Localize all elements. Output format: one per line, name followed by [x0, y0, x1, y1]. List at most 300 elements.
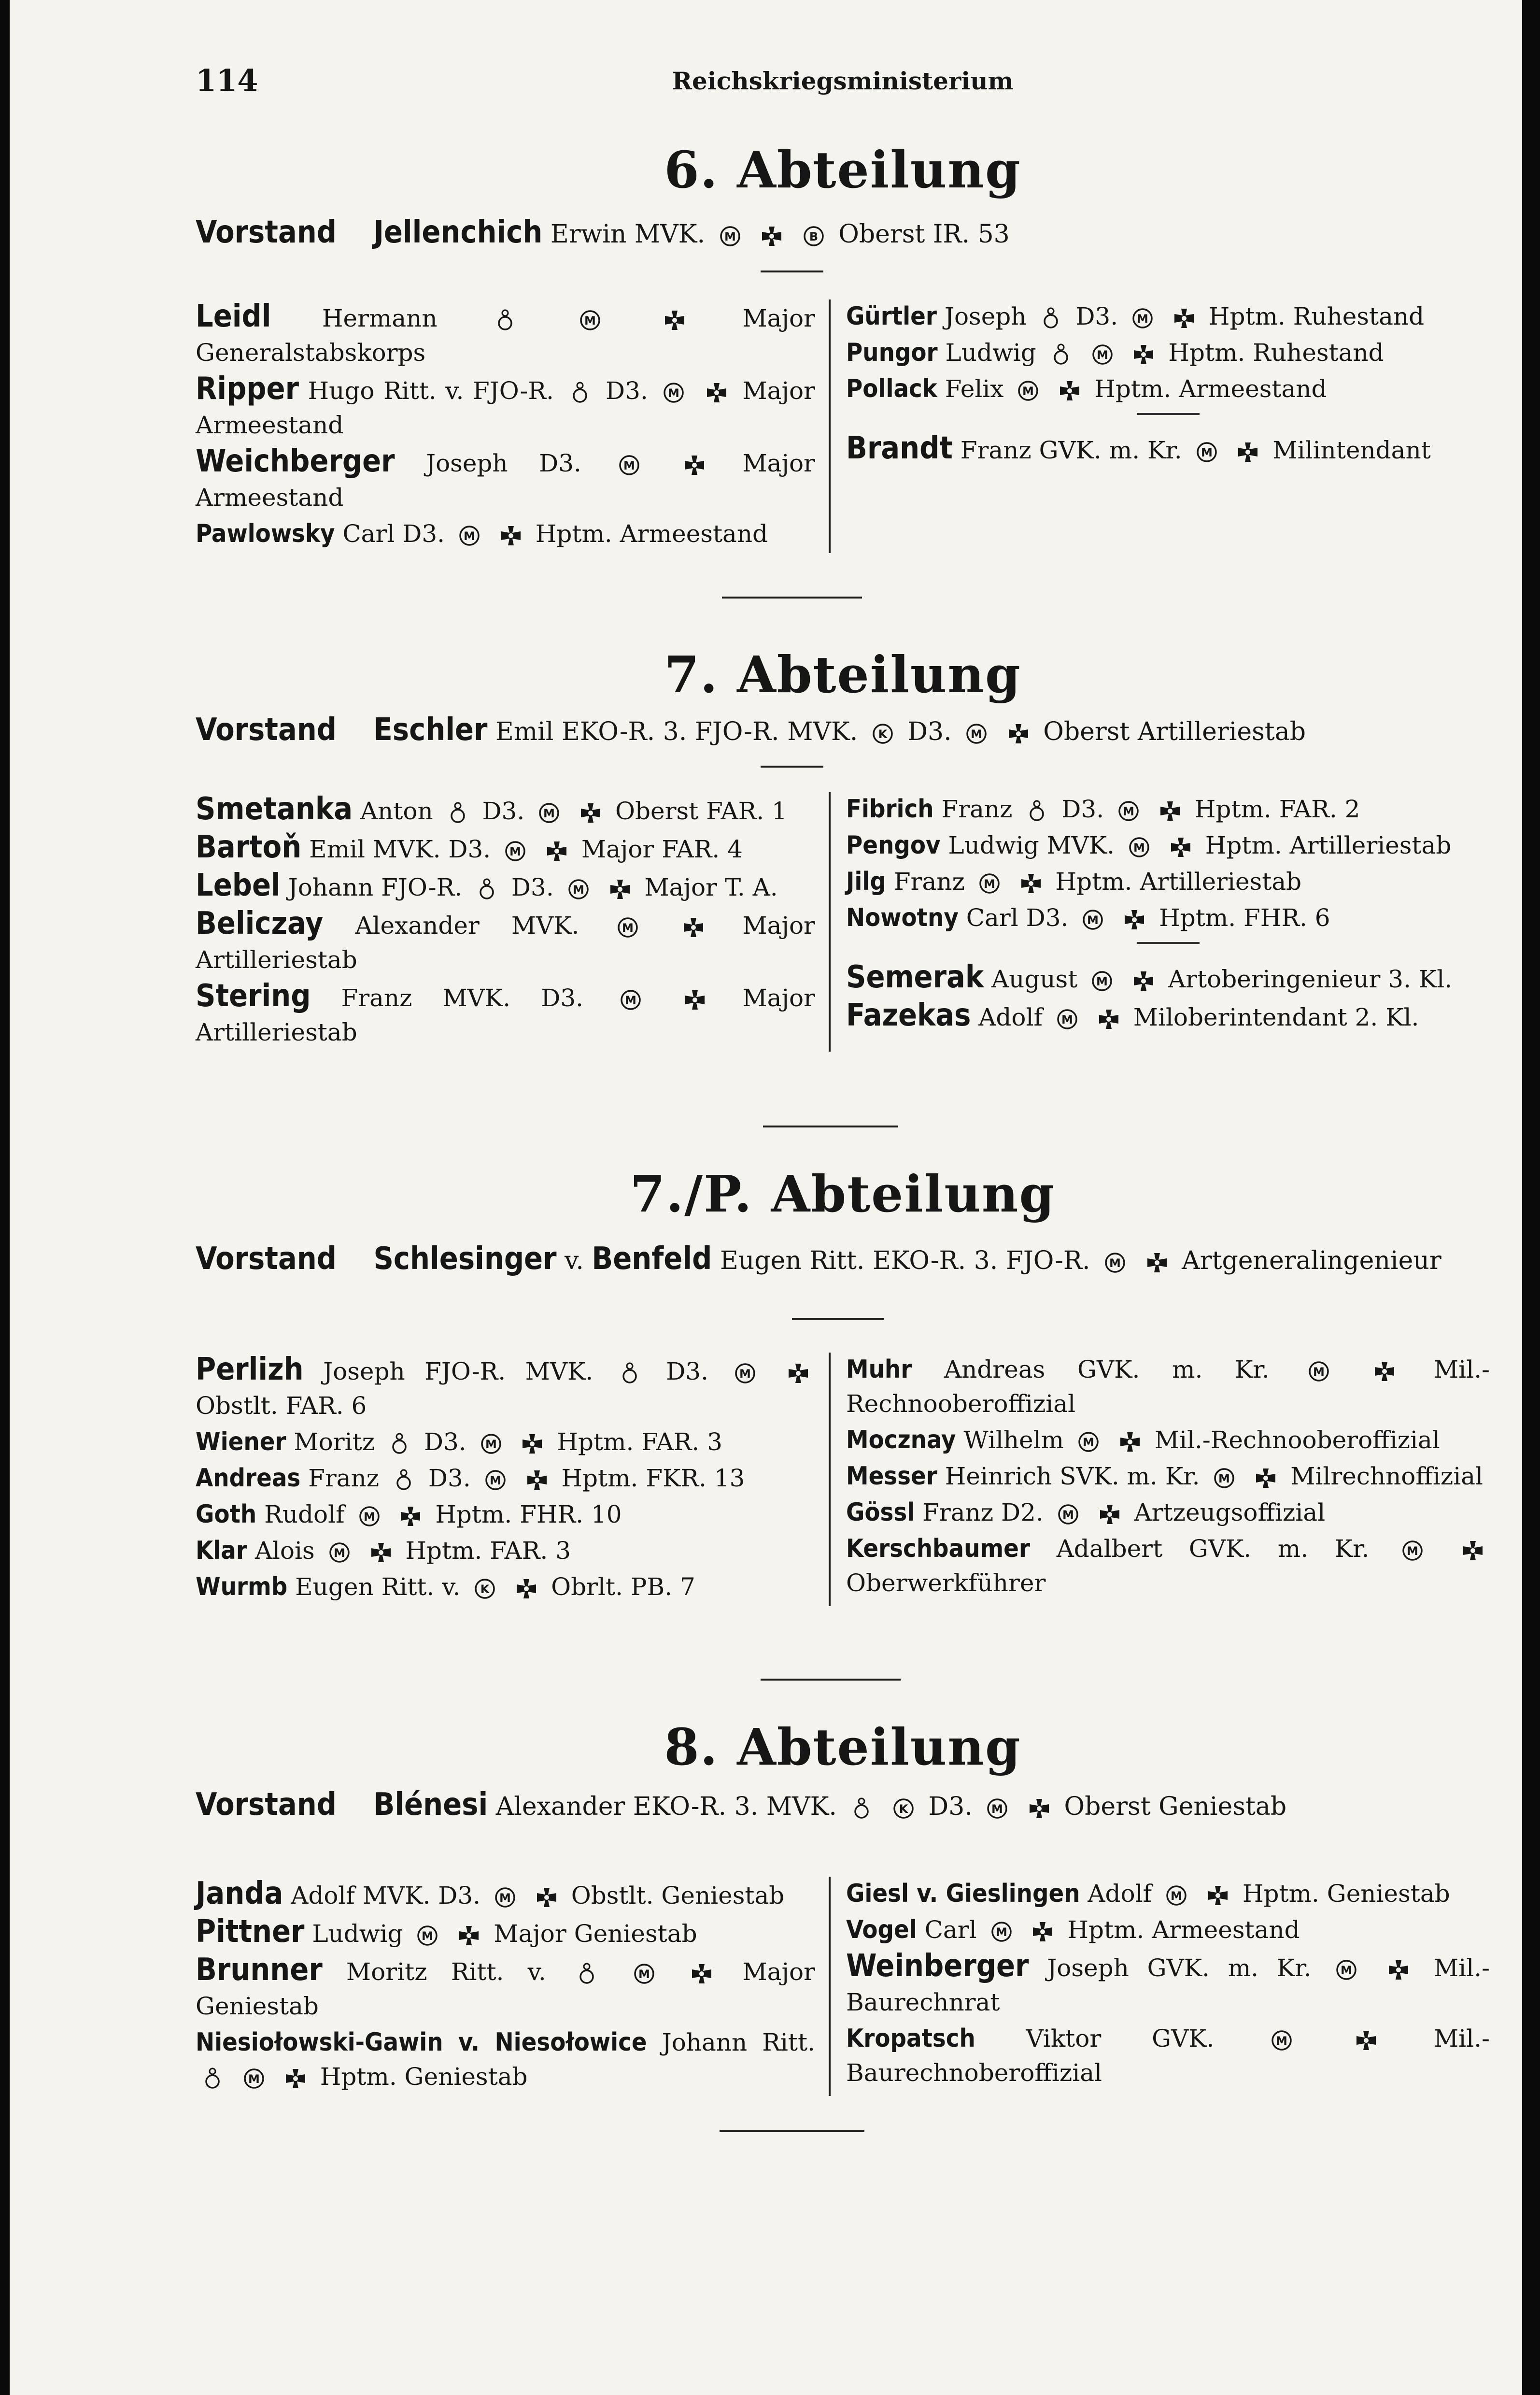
entry-rank: Hptm. FKR. 13 — [561, 1464, 745, 1492]
entry-text: Franz MVK. D3. — [341, 984, 584, 1012]
entry-rank: Major Artilleriestab — [196, 984, 815, 1046]
surname: Pawlowsky — [196, 519, 335, 548]
list-item — [846, 1423, 1490, 1457]
right-column — [831, 792, 1490, 1052]
entry-rank: Milrechnoffizial — [1290, 1462, 1483, 1490]
entry-text: August — [991, 965, 1078, 993]
vorstand-rank: Oberst IR. 53 — [838, 220, 1010, 249]
right-column — [831, 1877, 1490, 2096]
surname: Klar — [196, 1536, 247, 1565]
surname: Andreas — [196, 1464, 301, 1493]
m-badge-icon — [719, 225, 741, 247]
m-badge-icon — [1082, 909, 1104, 931]
vorstand-text: D3. — [907, 717, 952, 746]
list-item — [846, 998, 1490, 1035]
cross-icon — [526, 1469, 548, 1491]
cross-icon — [1159, 800, 1181, 822]
entry-text: Ludwig MVK. — [948, 831, 1115, 859]
left-column — [196, 299, 831, 553]
entry-text: Andreas GVK. m. Kr. — [944, 1355, 1270, 1383]
entry-text: Adolf MVK. D3. — [291, 1882, 481, 1910]
surname: Gössl — [846, 1498, 915, 1527]
entry-rank: Oberst FAR. 1 — [615, 797, 787, 825]
vorstand-line — [196, 213, 1490, 254]
m-badge-icon — [1057, 1503, 1079, 1525]
entry-text: Franz — [308, 1464, 380, 1492]
vorstand-line — [196, 710, 1490, 752]
entry-rank: Obstlt. Geniestab — [571, 1882, 785, 1910]
list-item — [196, 1353, 815, 1423]
surname: Beliczay — [196, 906, 324, 941]
column-separator — [1137, 413, 1200, 415]
m-badge-icon — [617, 916, 639, 939]
vorstand-label: Vorstand — [196, 214, 337, 250]
medal-icon — [576, 1963, 598, 1985]
surname: Gürtler — [846, 302, 937, 331]
list-item — [846, 299, 1490, 334]
section-title: 7. Abteilung — [664, 645, 1021, 704]
list-item — [196, 1877, 815, 1913]
entry-rank: Major FAR. 4 — [581, 835, 743, 863]
medal-icon — [619, 1362, 641, 1384]
m-badge-icon — [1196, 441, 1218, 463]
left-column — [196, 1353, 831, 1606]
cross-icon — [458, 1925, 480, 1947]
list-item — [196, 1534, 815, 1568]
m-badge-icon — [978, 872, 1001, 895]
entry-rank: Hptm. Geniestab — [320, 2063, 528, 2091]
entry-rank: Obstlt. FAR. 6 — [196, 1392, 367, 1420]
b-badge-icon — [803, 225, 825, 247]
cross-icon — [370, 1541, 392, 1564]
surname: Mocznay — [846, 1426, 956, 1454]
vorstand-text: Emil EKO-R. 3. FJO-R. MVK. — [495, 717, 858, 746]
surname: Pittner — [196, 1914, 305, 1950]
entry-text: Eugen Ritt. v. — [295, 1573, 461, 1601]
m-badge-icon — [1056, 1008, 1078, 1030]
entry-text: Franz D2. — [922, 1498, 1044, 1526]
entry-text: Ludwig — [312, 1920, 403, 1948]
m-badge-icon — [243, 2067, 265, 2090]
m-badge-icon — [986, 1797, 1008, 1820]
entry-rank: Mil.-Baurechnrat — [846, 1954, 1490, 2016]
surname: Ripper — [196, 371, 299, 407]
medal-icon — [850, 1797, 873, 1820]
medal-icon — [1050, 343, 1072, 366]
entry-text: D3. — [1061, 795, 1104, 823]
cross-icon — [515, 1578, 537, 1600]
cross-icon — [1031, 1921, 1054, 1943]
entry-text: Hugo Ritt. v. FJO-R. — [308, 377, 554, 405]
entry-rank: Major Generalstabskorps — [196, 304, 815, 367]
entry-text: Moritz Ritt. v. — [346, 1958, 546, 1986]
m-badge-icon — [494, 1886, 516, 1909]
vorstand-surname: Blénesi — [373, 1787, 488, 1823]
vorstand-line — [196, 1785, 1490, 1826]
entry-rank: Major Armeestand — [196, 449, 815, 512]
cross-icon — [691, 1963, 713, 1985]
surname: Kropatsch — [846, 2024, 975, 2053]
m-badge-icon — [1128, 836, 1150, 858]
vorstand-surname-2: Benfeld — [592, 1241, 712, 1277]
cross-icon — [1355, 2029, 1377, 2052]
list-item — [196, 1570, 815, 1604]
cross-icon — [1132, 970, 1155, 992]
cross-icon — [787, 1362, 809, 1384]
separator-rule — [761, 766, 823, 768]
entry-text: Rudolf — [264, 1500, 345, 1528]
cross-icon — [1173, 307, 1195, 329]
page-header — [196, 63, 1490, 116]
entry-text: Alois — [254, 1537, 315, 1565]
surname: Wiener — [196, 1427, 286, 1456]
m-badge-icon — [633, 1963, 655, 1985]
vorstand-text: Eugen Ritt. EKO-R. 3. FJO-R. — [720, 1246, 1090, 1275]
cross-icon — [284, 2067, 307, 2090]
list-item — [846, 336, 1490, 370]
k-badge-icon — [872, 723, 894, 745]
cross-icon — [1255, 1467, 1277, 1489]
entry-text: Ludwig — [945, 339, 1036, 367]
m-badge-icon — [1308, 1360, 1330, 1383]
section-columns — [196, 299, 1490, 553]
entry-rank: Hptm. FHR. 6 — [1159, 904, 1330, 932]
entry-text: D3. — [424, 1428, 466, 1456]
m-badge-icon — [1117, 800, 1140, 822]
right-column — [831, 1353, 1490, 1606]
list-item — [846, 1353, 1490, 1421]
separator-rule — [792, 1318, 884, 1320]
list-item — [196, 1953, 815, 2024]
cross-icon — [664, 309, 686, 331]
entry-text: Adolf — [1088, 1880, 1152, 1908]
list-item — [846, 901, 1490, 935]
vorstand-rank: Oberst Geniestab — [1064, 1792, 1287, 1821]
entry-rank: Hptm. Ruhestand — [1208, 302, 1425, 330]
list-item — [846, 1459, 1490, 1494]
page-number: 114 — [196, 63, 258, 98]
entry-rank: Oberwerkführer — [846, 1569, 1046, 1597]
surname: Weichberger — [196, 443, 395, 479]
m-badge-icon — [734, 1362, 756, 1384]
surname: Messer — [846, 1462, 937, 1491]
entry-text: Moritz — [294, 1428, 375, 1456]
running-head: Reichskriegsministerium — [672, 67, 1014, 95]
vorstand-label: Vorstand — [196, 1787, 337, 1823]
m-badge-icon — [1213, 1467, 1235, 1489]
entry-rank: Mil.-Rechnooberoffizial — [1154, 1426, 1440, 1454]
list-item — [196, 907, 815, 977]
m-badge-icon — [1335, 1959, 1357, 1981]
vorstand-rank: Oberst Artilleriestab — [1043, 717, 1306, 746]
vorstand-text: D3. — [928, 1792, 973, 1821]
entry-text: Franz — [893, 868, 965, 896]
m-badge-icon — [484, 1469, 507, 1491]
surname: Weinberger — [846, 1948, 1029, 1984]
entry-text: Adolf — [978, 1003, 1043, 1031]
entry-text: D3. — [428, 1464, 471, 1492]
list-item — [196, 979, 815, 1050]
entry-text: Viktor GVK. — [1026, 2024, 1215, 2053]
entry-text: Franz — [941, 795, 1013, 823]
list-item — [846, 960, 1490, 997]
medal-icon — [1026, 800, 1048, 822]
surname: Kerschbaumer — [846, 1534, 1030, 1563]
cross-icon — [1146, 1252, 1168, 1274]
cross-icon — [1123, 909, 1145, 931]
list-item — [196, 1461, 815, 1496]
surname: Pengov — [846, 831, 941, 860]
cross-icon — [1020, 872, 1042, 895]
cross-icon — [761, 225, 783, 247]
cross-icon — [1007, 723, 1030, 745]
medal-icon — [447, 802, 469, 824]
cross-icon — [500, 525, 522, 547]
cross-icon — [683, 454, 706, 476]
right-column — [831, 299, 1490, 553]
entry-text: D3. — [1075, 302, 1118, 330]
m-badge-icon — [504, 840, 526, 862]
section-columns — [196, 792, 1490, 1052]
list-item — [196, 792, 815, 828]
entry-rank: Hptm. Geniestab — [1242, 1880, 1450, 1908]
list-item — [196, 299, 815, 370]
surname: Fibrich — [846, 795, 934, 824]
list-item — [846, 792, 1490, 827]
vorstand-text: Erwin MVK. — [550, 220, 706, 249]
vorstand-rank: Artgeneralingenieur — [1182, 1246, 1441, 1275]
entry-text: Emil MVK. D3. — [309, 835, 491, 863]
m-badge-icon — [416, 1925, 438, 1947]
entry-text: Carl D3. — [966, 904, 1069, 932]
entry-text: Johann FJO-R. — [288, 873, 463, 901]
medal-icon — [494, 309, 516, 331]
medal-icon — [476, 878, 498, 900]
medal-icon — [393, 1469, 415, 1491]
m-badge-icon — [538, 802, 560, 824]
surname: Muhr — [846, 1355, 912, 1384]
vorstand-surname: Eschler — [373, 712, 488, 748]
list-item — [196, 869, 815, 905]
m-badge-icon — [1271, 2029, 1293, 2052]
medal-icon — [569, 382, 591, 404]
cross-icon — [1207, 1884, 1229, 1907]
surname: Bartoň — [196, 829, 302, 865]
m-badge-icon — [1017, 380, 1039, 402]
entry-text: D3. — [511, 873, 554, 901]
entry-text: Carl D3. — [342, 520, 445, 548]
m-badge-icon — [1077, 1431, 1100, 1453]
m-badge-icon — [458, 525, 480, 547]
m-badge-icon — [1131, 307, 1154, 329]
entry-text: Hermann — [322, 304, 438, 332]
entry-rank: Hptm. FHR. 10 — [435, 1500, 622, 1528]
cross-icon — [1028, 1797, 1050, 1820]
cross-icon — [1373, 1360, 1396, 1383]
section-title: 7./P. Abteilung — [630, 1164, 1056, 1224]
surname: Lebel — [196, 868, 281, 903]
entry-text: Wilhelm — [963, 1426, 1064, 1454]
section-divider — [720, 2130, 864, 2132]
cross-icon — [1170, 836, 1192, 858]
section-divider — [761, 1679, 901, 1681]
vorstand-surname: Jellenchich — [373, 214, 543, 250]
entry-rank: Hptm. Armeestand — [1067, 1916, 1300, 1944]
list-item — [196, 517, 815, 551]
entry-rank: Hptm. FAR. 2 — [1194, 795, 1360, 823]
surname: Pollack — [846, 374, 937, 403]
entry-text: Alexander MVK. — [355, 912, 579, 940]
entry-rank: Mil.-Rechnooberoffizial — [846, 1355, 1490, 1418]
section-columns — [196, 1353, 1490, 1606]
list-item — [846, 431, 1490, 468]
medal-icon — [1040, 307, 1062, 329]
entry-text: D3. — [482, 797, 525, 825]
m-badge-icon — [567, 878, 590, 900]
section-columns — [196, 1877, 1490, 2096]
cross-icon — [536, 1886, 558, 1909]
list-item — [196, 830, 815, 867]
surname: Brandt — [846, 430, 953, 466]
surname: Perlizh — [196, 1352, 304, 1387]
separator-rule — [761, 271, 823, 272]
m-badge-icon — [579, 309, 601, 331]
entry-rank: Artzeugsoffizial — [1134, 1498, 1326, 1526]
entry-rank: Major T. A. — [644, 873, 778, 901]
vorstand-text: Alexander EKO-R. 3. MVK. — [495, 1792, 837, 1821]
entry-rank: Major Geniestab — [196, 1958, 815, 2020]
entry-text: Felix — [945, 375, 1004, 403]
cross-icon — [546, 840, 568, 862]
surname: Goth — [196, 1500, 257, 1529]
list-item — [846, 1532, 1490, 1600]
entry-text: Joseph FJO-R. MVK. — [323, 1357, 593, 1385]
entry-rank: Milintendant — [1272, 436, 1431, 464]
entry-text: Joseph D3. — [426, 449, 581, 477]
m-badge-icon — [328, 1541, 351, 1564]
section-title: 8. Abteilung — [664, 1717, 1021, 1777]
entry-rank: Hptm. Armeestand — [535, 520, 768, 548]
vorstand-label: Vorstand — [196, 712, 337, 748]
entry-text: D3. — [606, 377, 648, 405]
cross-icon — [1059, 380, 1081, 402]
m-badge-icon — [663, 382, 685, 404]
list-item — [196, 372, 815, 442]
cross-icon — [1119, 1431, 1141, 1453]
cross-icon — [1132, 343, 1155, 366]
cross-icon — [682, 916, 705, 939]
vorstand-text: v. — [565, 1246, 584, 1275]
surname: Nowotny — [846, 903, 959, 932]
entry-text: Joseph GVK. m. Kr. — [1047, 1954, 1312, 1982]
entry-rank: Obrlt. PB. 7 — [551, 1573, 695, 1601]
left-column — [196, 792, 831, 1052]
medal-icon — [201, 2067, 224, 2090]
entry-text: Anton — [360, 797, 433, 825]
list-item — [846, 828, 1490, 863]
entry-rank: Miloberintendant 2. Kl. — [1133, 1003, 1419, 1031]
cross-icon — [684, 989, 706, 1011]
m-badge-icon — [965, 723, 988, 745]
section-divider — [722, 597, 862, 599]
m-badge-icon — [1091, 970, 1113, 992]
surname: Janda — [196, 1876, 283, 1911]
vorstand-label: Vorstand — [196, 1241, 337, 1277]
list-item — [846, 1496, 1490, 1530]
left-column — [196, 1877, 831, 2096]
surname: Jilg — [846, 867, 886, 896]
entry-text: Franz GVK. m. Kr. — [960, 436, 1182, 464]
entry-rank: Hptm. Artilleriestab — [1055, 868, 1302, 896]
m-badge-icon — [1401, 1540, 1424, 1562]
m-badge-icon — [990, 1921, 1013, 1943]
list-item — [196, 2025, 815, 2094]
vorstand-surname: Schlesinger — [373, 1241, 557, 1277]
list-item — [846, 1877, 1490, 1911]
surname: Fazekas — [846, 998, 971, 1033]
k-badge-icon — [892, 1797, 915, 1820]
list-item — [196, 1497, 815, 1532]
entry-rank: Hptm. Armeestand — [1094, 375, 1327, 403]
surname: Leidl — [196, 299, 271, 334]
surname: Stering — [196, 978, 311, 1014]
list-item — [196, 1915, 815, 1951]
surname: Giesl v. Gieslingen — [846, 1879, 1080, 1908]
surname: Vogel — [846, 1915, 917, 1944]
m-badge-icon — [358, 1505, 381, 1527]
entry-rank: Major Armeestand — [196, 377, 815, 439]
surname: Brunner — [196, 1952, 323, 1988]
cross-icon — [521, 1433, 543, 1455]
list-item — [196, 444, 815, 515]
list-item — [196, 1425, 815, 1459]
entry-rank: Major Artilleriestab — [196, 912, 815, 974]
list-item — [846, 2022, 1490, 2090]
m-badge-icon — [1165, 1884, 1187, 1907]
m-badge-icon — [620, 989, 642, 1011]
entry-rank: Artoberingenieur 3. Kl. — [1168, 965, 1453, 993]
surname: Wurmb — [196, 1572, 288, 1601]
medal-icon — [388, 1433, 410, 1455]
cross-icon — [1462, 1540, 1484, 1562]
entry-rank: Major Geniestab — [494, 1920, 697, 1948]
cross-icon — [1237, 441, 1259, 463]
cross-icon — [1099, 1503, 1121, 1525]
surname: Pungor — [846, 338, 938, 367]
list-item — [846, 865, 1490, 899]
cross-icon — [609, 878, 631, 900]
m-badge-icon — [618, 454, 640, 476]
section-title: 6. Abteilung — [664, 140, 1021, 200]
m-badge-icon — [1104, 1252, 1126, 1274]
entry-rank: Hptm. FAR. 3 — [557, 1428, 722, 1456]
entry-rank: Hptm. Ruhestand — [1168, 339, 1384, 367]
section-divider — [763, 1126, 898, 1127]
surname: Smetanka — [196, 791, 353, 827]
list-item — [846, 1949, 1490, 2020]
entry-text: Johann Ritt. — [662, 2028, 815, 2056]
entry-text: Adalbert GVK. m. Kr. — [1056, 1535, 1370, 1563]
cross-icon — [1387, 1959, 1410, 1981]
cross-icon — [1098, 1008, 1120, 1030]
entry-rank: Hptm. Artilleriestab — [1205, 831, 1452, 859]
cross-icon — [706, 382, 728, 404]
entry-rank: Mil.-Baurechnoberoffizial — [846, 2024, 1490, 2087]
m-badge-icon — [1091, 343, 1114, 366]
entry-text: D3. — [666, 1357, 709, 1385]
vorstand-line — [196, 1239, 1490, 1281]
cross-icon — [399, 1505, 422, 1527]
